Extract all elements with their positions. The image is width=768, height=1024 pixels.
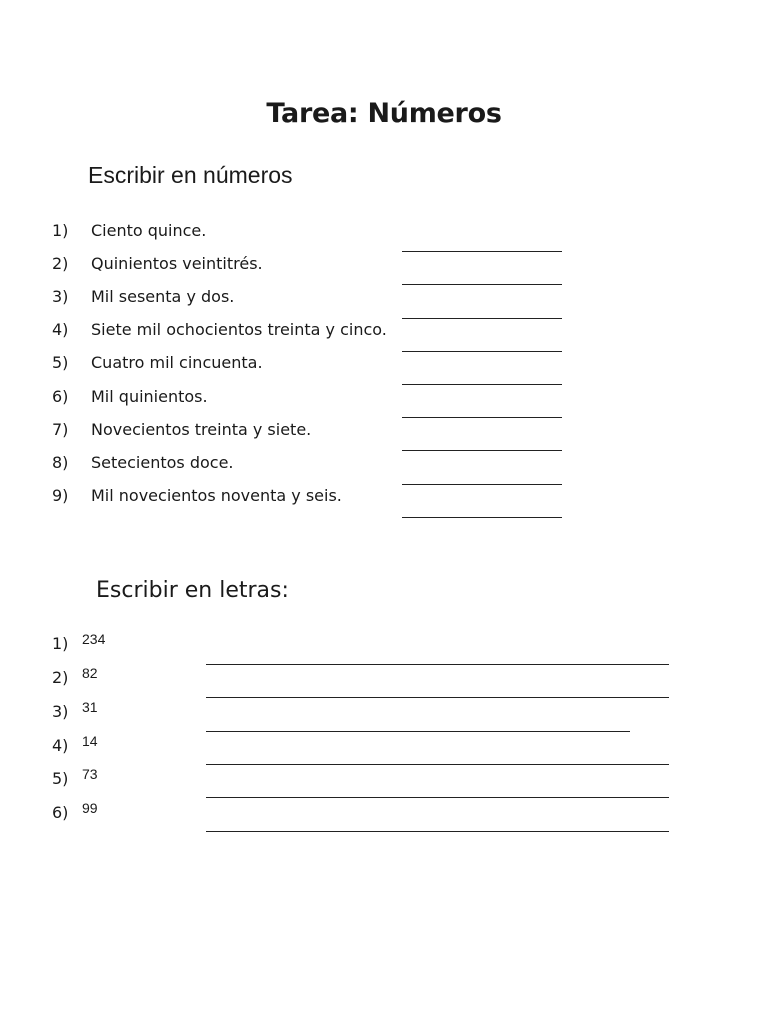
list-item	[0, 486, 768, 516]
item-text: Mil quinientos.	[91, 387, 208, 406]
list-item	[0, 287, 768, 317]
answer-line[interactable]	[206, 831, 669, 832]
answer-line[interactable]	[402, 384, 562, 385]
list-item	[0, 699, 768, 732]
item-number: 2)	[52, 254, 69, 273]
item-number: 4)	[52, 736, 69, 755]
section-heading-letters: Escribir en letras:	[96, 578, 289, 603]
item-number: 9)	[52, 486, 69, 505]
item-number: 4)	[52, 320, 69, 339]
item-value: 82	[82, 665, 98, 681]
list-item	[0, 420, 768, 450]
answer-line[interactable]	[402, 351, 562, 352]
answer-line[interactable]	[402, 417, 562, 418]
list-item	[0, 320, 768, 350]
item-text: Setecientos doce.	[91, 453, 234, 472]
item-value: 31	[82, 699, 98, 715]
list-item	[0, 453, 768, 483]
answer-line[interactable]	[206, 764, 669, 765]
list-item	[0, 387, 768, 417]
item-text: Quinientos veintitrés.	[91, 254, 263, 273]
item-number: 6)	[52, 803, 69, 822]
list-item	[0, 766, 768, 799]
answer-line[interactable]	[206, 731, 630, 732]
answer-line[interactable]	[402, 450, 562, 451]
item-text: Cuatro mil cincuenta.	[91, 353, 263, 372]
list-item	[0, 733, 768, 766]
item-text: Novecientos treinta y siete.	[91, 420, 312, 439]
item-number: 6)	[52, 387, 69, 406]
item-number: 5)	[52, 769, 69, 788]
item-number: 2)	[52, 668, 69, 687]
item-number: 1)	[52, 634, 69, 653]
answer-line[interactable]	[206, 697, 669, 698]
item-text: Mil sesenta y dos.	[91, 287, 235, 306]
item-number: 3)	[52, 287, 69, 306]
item-number: 7)	[52, 420, 69, 439]
page-title: Tarea: Números	[266, 98, 502, 129]
list-item	[0, 800, 768, 833]
item-value: 99	[82, 800, 98, 816]
answer-line[interactable]	[206, 797, 669, 798]
list-item	[0, 254, 768, 284]
list-item	[0, 221, 768, 251]
answer-line[interactable]	[206, 664, 669, 665]
item-value: 234	[82, 631, 106, 647]
answer-line[interactable]	[402, 318, 562, 319]
answer-line[interactable]	[402, 284, 562, 285]
list-item	[0, 353, 768, 383]
item-number: 8)	[52, 453, 69, 472]
item-number: 1)	[52, 221, 69, 240]
list-item	[0, 631, 768, 664]
item-text: Siete mil ochocientos treinta y cinco.	[91, 320, 387, 339]
item-value: 73	[82, 766, 98, 782]
list-item	[0, 665, 768, 698]
item-text: Mil novecientos noventa y seis.	[91, 486, 342, 505]
answer-line[interactable]	[402, 251, 562, 252]
answer-line[interactable]	[402, 484, 562, 485]
item-number: 3)	[52, 702, 69, 721]
section-heading-numbers: Escribir en números	[88, 162, 293, 188]
answer-line[interactable]	[402, 517, 562, 518]
item-value: 14	[82, 733, 98, 749]
item-text: Ciento quince.	[91, 221, 207, 240]
item-number: 5)	[52, 353, 69, 372]
